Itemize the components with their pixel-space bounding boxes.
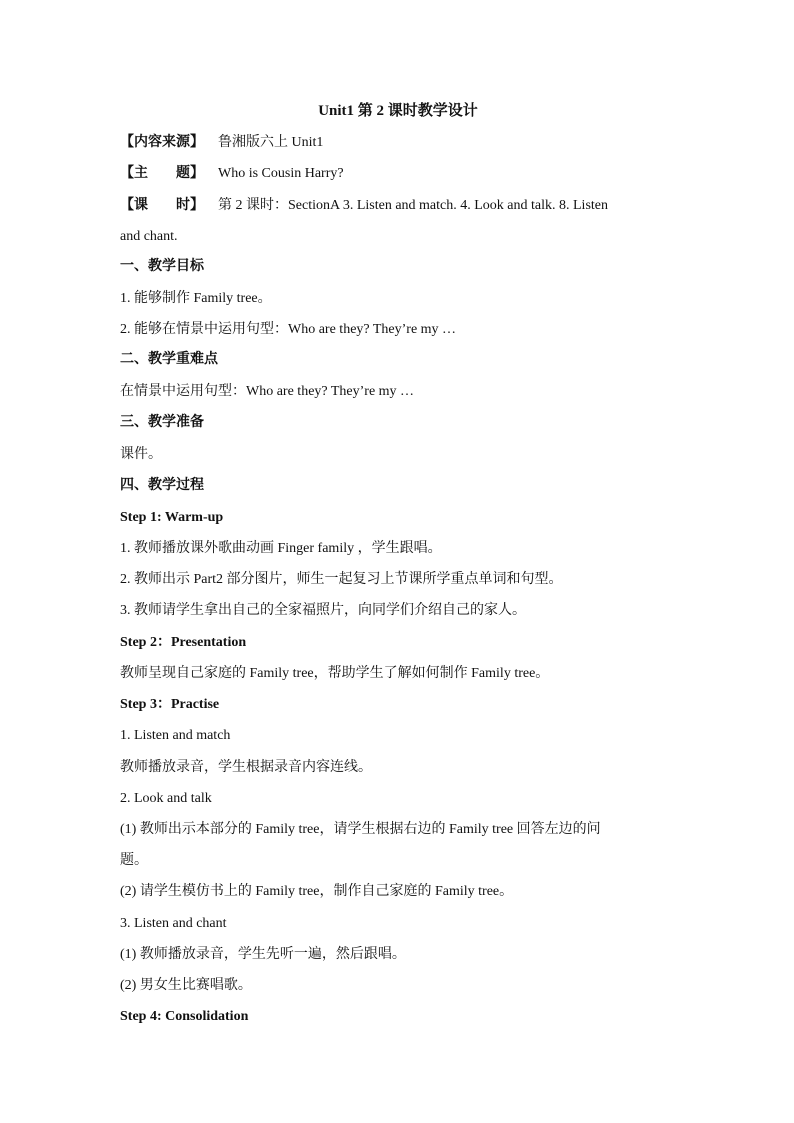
step3-sub2-item-2: (2) 请学生模仿书上的 Family tree，制作自己家庭的 Family tree。 <box>120 884 514 899</box>
meta-period-value: 第 2 课时：SectionA 3. Listen and match. 4. Look and talk. 8. Listen <box>218 198 608 213</box>
meta-topic-value: Who is Cousin Harry? <box>218 166 344 181</box>
meta-source-row <box>120 133 323 153</box>
step3-subheading-3: 3. Listen and chant <box>120 916 227 931</box>
prep-heading: 三、教学准备 <box>120 415 204 430</box>
step2-text: 教师呈现自己家庭的 Family tree，帮助学生了解如何制作 Family tree。 <box>120 666 550 681</box>
step3-sub2-item-1: (1) 教师出示本部分的 Family tree，请学生根据右边的 Family tree 回答左边的问 <box>120 822 601 837</box>
goal-item-2: 2. 能够在情景中运用句型：Who are they? They’re my … <box>120 322 457 337</box>
step3-sub1-text: 教师播放录音，学生根据录音内容连线。 <box>120 760 372 775</box>
meta-source-label: 【内容来源】 <box>120 135 204 150</box>
meta-topic-label: 【主 题】 <box>120 166 204 181</box>
step1-item-2: 2. 教师出示 Part2 部分图片，师生一起复习上节课所学重点单词和句型。 <box>120 572 563 587</box>
step3-heading: Step 3：Practise <box>120 697 220 712</box>
step2-heading: Step 2：Presentation <box>120 635 247 650</box>
step3-subheading-1: 1. Listen and match <box>120 728 231 743</box>
meta-topic-row <box>120 164 344 184</box>
meta-period-value-continued: and chant. <box>120 229 178 244</box>
keypoints-text: 在情景中运用句型：Who are they? They’re my … <box>120 384 415 399</box>
meta-period-row <box>120 196 608 216</box>
step1-item-1: 1. 教师播放课外歌曲动画 Finger family ，学生跟唱。 <box>120 541 442 556</box>
step3-subheading-2: 2. Look and talk <box>120 791 212 806</box>
process-heading: 四、教学过程 <box>120 478 204 493</box>
step4-heading: Step 4: Consolidation <box>120 1009 249 1024</box>
keypoints-heading: 二、教学重难点 <box>120 352 218 367</box>
meta-source-value: 鲁湘版六上 Unit1 <box>218 135 324 150</box>
goal-item-1: 1. 能够制作 Family tree。 <box>120 291 272 306</box>
step3-sub3-item-2: (2) 男女生比赛唱歌。 <box>120 978 252 993</box>
step1-heading: Step 1: Warm-up <box>120 510 224 525</box>
step1-item-3: 3. 教师请学生拿出自己的全家福照片，向同学们介绍自己的家人。 <box>120 603 526 618</box>
step3-sub2-item-1-continued: 题。 <box>120 853 148 868</box>
document-title: Unit1 第 2 课时教学设计 <box>318 103 478 119</box>
goals-heading: 一、教学目标 <box>120 259 204 274</box>
prep-text: 课件。 <box>120 447 162 462</box>
step3-sub3-item-1: (1) 教师播放录音，学生先听一遍，然后跟唱。 <box>120 947 406 962</box>
meta-period-label: 【课 时】 <box>120 198 204 213</box>
